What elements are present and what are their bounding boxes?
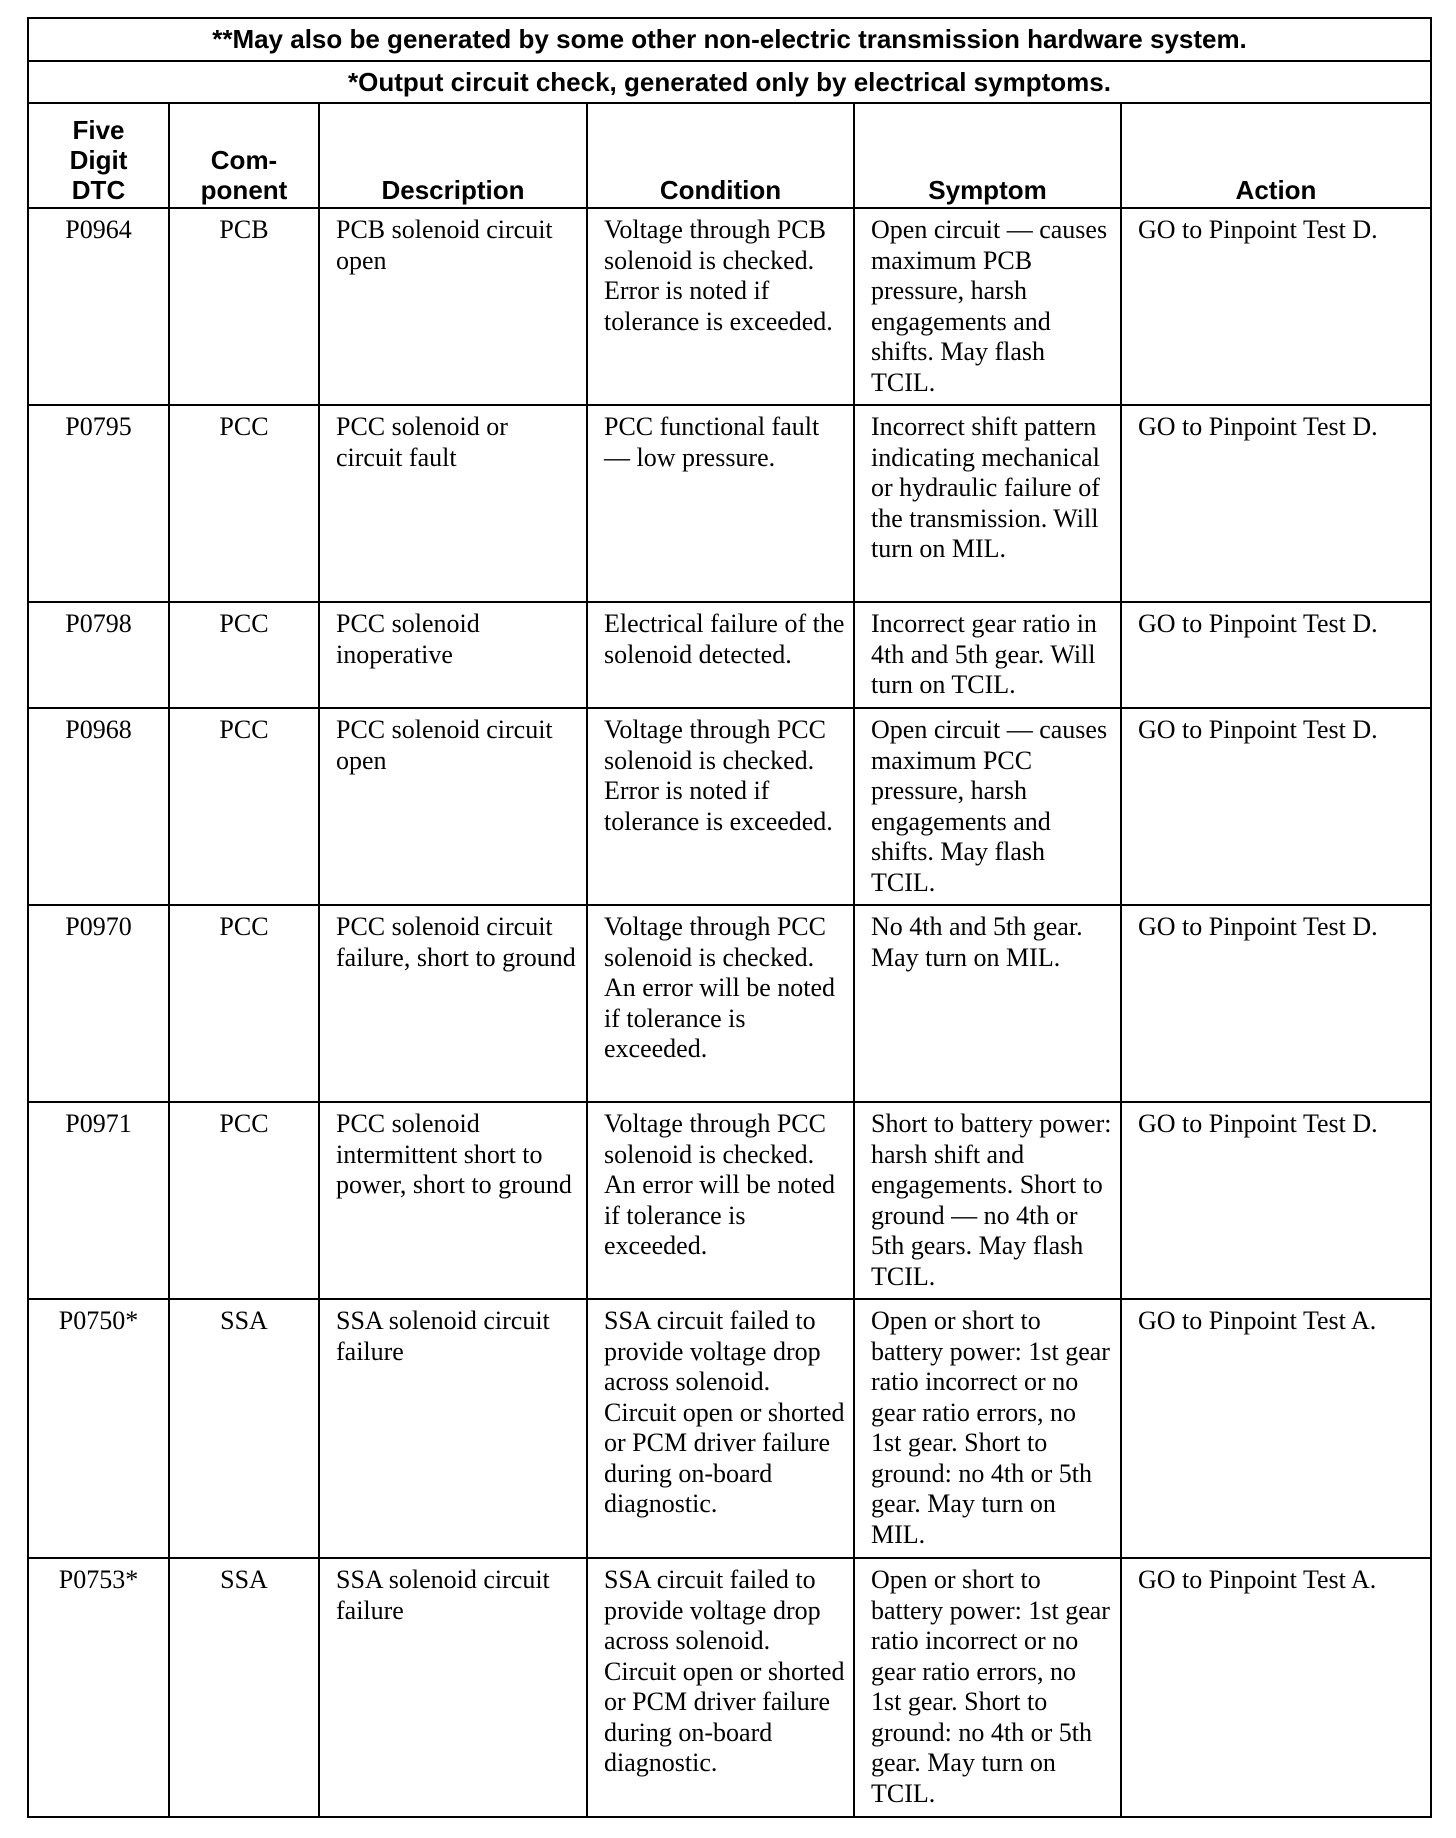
cell-condition: Electrical failure of the solenoid detected. (587, 602, 854, 708)
table-row (28, 1558, 1431, 1817)
cell-component: PCC (169, 708, 319, 905)
cell-component: SSA (169, 1299, 319, 1558)
cell-component: SSA (169, 1558, 319, 1817)
cell-action: GO to Pinpoint Test D. (1121, 405, 1431, 602)
table-row (28, 708, 1431, 905)
cell-condition: SSA circuit failed to provide voltage drop across solenoid. Circuit open or shorted or PCM driver failure during on-board diagnostic. (587, 1558, 854, 1817)
cell-condition: Voltage through PCC solenoid is checked. An error will be noted if tolerance is exceeded. (587, 1102, 854, 1299)
cell-component: PCC (169, 405, 319, 602)
cell-symptom: Incorrect shift pattern indicating mechanical or hydraulic failure of the transmission. Will turn on MIL. (854, 405, 1121, 602)
cell-action: GO to Pinpoint Test A. (1121, 1558, 1431, 1817)
table-row (28, 905, 1431, 1102)
header-dtc: Five Digit DTC (28, 103, 169, 208)
cell-symptom: Open circuit — causes maximum PCB pressure, harsh engagements and shifts. May flash TCIL. (854, 208, 1121, 405)
cell-action: GO to Pinpoint Test D. (1121, 905, 1431, 1102)
cell-dtc: P0798 (28, 602, 169, 708)
cell-symptom: Open circuit — causes maximum PCC pressure, harsh engagements and shifts. May flash TCIL. (854, 708, 1121, 905)
cell-description: PCB solenoid circuit open (319, 208, 587, 405)
dtc-table (27, 17, 1432, 1818)
table-row (28, 1299, 1431, 1558)
header-component: Com- ponent (169, 103, 319, 208)
cell-description: PCC solenoid circuit open (319, 708, 587, 905)
header-condition: Condition (587, 103, 854, 208)
cell-condition: Voltage through PCB solenoid is checked. Error is noted if tolerance is exceeded. (587, 208, 854, 405)
cell-symptom: No 4th and 5th gear. May turn on MIL. (854, 905, 1121, 1102)
cell-action: GO to Pinpoint Test D. (1121, 708, 1431, 905)
cell-action: GO to Pinpoint Test D. (1121, 1102, 1431, 1299)
header-action: Action (1121, 103, 1431, 208)
cell-symptom: Short to battery power: harsh shift and engagements. Short to ground — no 4th or 5th gears. May flash TCIL. (854, 1102, 1121, 1299)
cell-condition: SSA circuit failed to provide voltage drop across solenoid. Circuit open or shorted or PCM driver failure during on-board diagnostic. (587, 1299, 854, 1558)
cell-dtc: P0968 (28, 708, 169, 905)
cell-condition: Voltage through PCC solenoid is checked. Error is noted if tolerance is exceeded. (587, 708, 854, 905)
cell-dtc: P0971 (28, 1102, 169, 1299)
table-row (28, 1102, 1431, 1299)
cell-action: GO to Pinpoint Test A. (1121, 1299, 1431, 1558)
cell-dtc: P0753* (28, 1558, 169, 1817)
cell-description: SSA solenoid circuit failure (319, 1299, 587, 1558)
cell-description: SSA solenoid circuit failure (319, 1558, 587, 1817)
cell-dtc: P0795 (28, 405, 169, 602)
cell-description: PCC solenoid inoperative (319, 602, 587, 708)
cell-condition: Voltage through PCC solenoid is checked. An error will be noted if tolerance is exceeded. (587, 905, 854, 1102)
cell-description: PCC solenoid or circuit fault (319, 405, 587, 602)
dtc-table-body (28, 18, 1431, 1817)
table-row (28, 208, 1431, 405)
cell-description: PCC solenoid intermittent short to power, short to ground (319, 1102, 587, 1299)
note-row-1 (28, 18, 1431, 61)
cell-action: GO to Pinpoint Test D. (1121, 208, 1431, 405)
note-1: **May also be generated by some other non-electric transmission hardware system. (28, 18, 1431, 61)
note-row-2 (28, 61, 1431, 103)
note-2: *Output circuit check, generated only by electrical symptoms. (28, 61, 1431, 103)
cell-component: PCC (169, 1102, 319, 1299)
header-symptom: Symptom (854, 103, 1121, 208)
table-row (28, 602, 1431, 708)
cell-symptom: Open or short to battery power: 1st gear ratio incorrect or no gear ratio errors, no 1st gear. Short to ground: no 4th or 5th gear. May turn on MIL. (854, 1299, 1121, 1558)
cell-description: PCC solenoid circuit failure, short to ground (319, 905, 587, 1102)
cell-dtc: P0970 (28, 905, 169, 1102)
table-row (28, 405, 1431, 602)
cell-dtc: P0750* (28, 1299, 169, 1558)
header-description: Description (319, 103, 587, 208)
cell-symptom: Open or short to battery power: 1st gear ratio incorrect or no gear ratio errors, no 1st gear. Short to ground: no 4th or 5th gear. May turn on TCIL. (854, 1558, 1121, 1817)
cell-component: PCB (169, 208, 319, 405)
cell-condition: PCC functional fault — low pressure. (587, 405, 854, 602)
cell-component: PCC (169, 905, 319, 1102)
cell-symptom: Incorrect gear ratio in 4th and 5th gear. Will turn on TCIL. (854, 602, 1121, 708)
cell-component: PCC (169, 602, 319, 708)
cell-dtc: P0964 (28, 208, 169, 405)
cell-action: GO to Pinpoint Test D. (1121, 602, 1431, 708)
header-row (28, 103, 1431, 208)
